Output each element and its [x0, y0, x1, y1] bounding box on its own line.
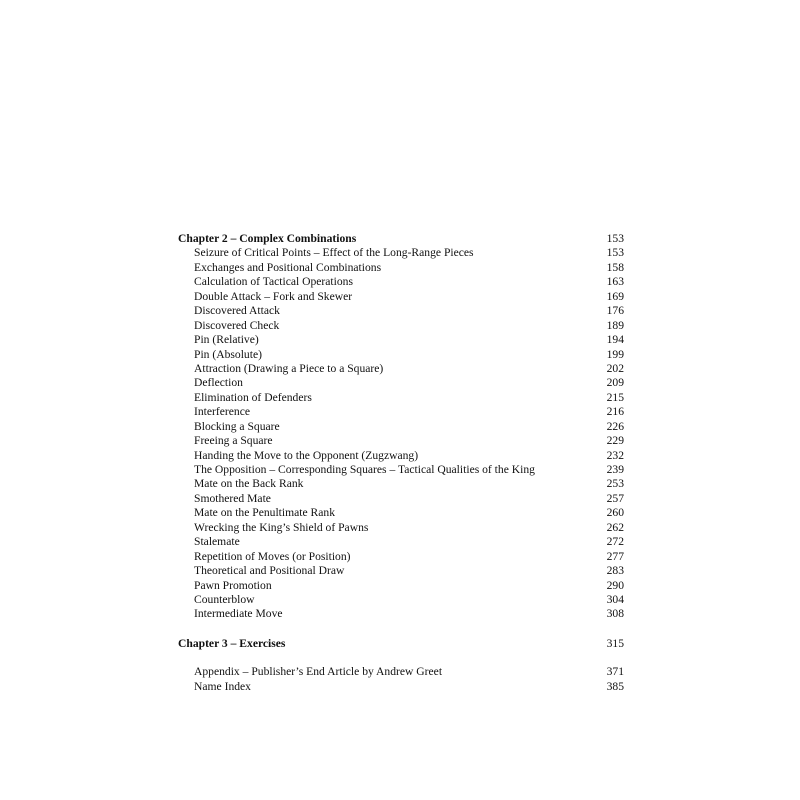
entry-page-number: 290: [606, 578, 624, 592]
entry-page-number: 272: [606, 535, 624, 549]
entry-page-number: 239: [606, 463, 624, 476]
toc-entry: [178, 564, 624, 578]
entry-page-number: 260: [606, 506, 624, 520]
toc-entry: [178, 463, 624, 477]
chapter-page-number: 315: [606, 636, 624, 650]
table-of-contents: [178, 232, 624, 694]
entry-page-number: 308: [606, 607, 624, 621]
entry-title: Blocking a Square: [194, 419, 280, 433]
toc-entry: [178, 261, 624, 275]
section-spacer: [178, 622, 624, 637]
entry-title: Mate on the Back Rank: [194, 477, 304, 491]
entry-page-number: 202: [606, 361, 624, 375]
entry-title: Stalemate: [194, 535, 240, 549]
toc-entry: [178, 391, 624, 405]
entry-title: Mate on the Penultimate Rank: [194, 506, 336, 520]
toc-entry: [178, 593, 624, 607]
toc-entry: [178, 420, 624, 434]
toc-entry: [178, 348, 624, 362]
entry-page-number: 304: [606, 592, 624, 606]
toc-entry: [178, 492, 624, 506]
entry-title: Exchanges and Positional Combinations: [194, 260, 382, 274]
entry-page-number: 169: [606, 289, 624, 303]
entry-title: Elimination of Defenders: [194, 390, 312, 404]
toc-entry: [178, 506, 624, 520]
entry-title: Discovered Attack: [194, 304, 280, 318]
entry-page-number: 176: [606, 304, 624, 318]
toc-entry: [178, 535, 624, 549]
entry-title: Attraction (Drawing a Piece to a Square): [194, 361, 384, 375]
toc-back-matter-entry: [178, 665, 624, 679]
toc-entry: [178, 477, 624, 491]
entry-title: Smothered Mate: [194, 491, 271, 505]
toc-entry: [178, 290, 624, 304]
entry-title: Freeing a Square: [194, 434, 273, 448]
entry-page-number: 194: [606, 333, 624, 347]
entry-page-number: 209: [606, 376, 624, 390]
entry-title: Pawn Promotion: [194, 578, 272, 592]
entry-page-number: 199: [606, 347, 624, 361]
toc-chapter-2-heading: [178, 232, 624, 246]
entry-page-number: 229: [606, 434, 624, 448]
entry-page-number: 232: [606, 448, 624, 462]
entry-page-number: 257: [606, 491, 624, 505]
entry-title: Appendix – Publisher’s End Article by Andrew Greet: [194, 665, 443, 679]
entry-title: The Opposition – Corresponding Squares – Tactical Qualities of the King: [194, 463, 535, 476]
section-spacer: [178, 651, 624, 665]
entry-title: Intermediate Move: [194, 607, 283, 621]
chapter-page-number: 153: [606, 232, 624, 245]
toc-entry: [178, 333, 624, 347]
entry-title: Deflection: [194, 376, 243, 390]
toc-entry: [178, 275, 624, 289]
entry-title: Name Index: [194, 679, 251, 693]
toc-entry: [178, 434, 624, 448]
entry-page-number: 158: [606, 260, 624, 274]
toc-entry: [178, 405, 624, 419]
toc-chapter-3-heading: [178, 637, 624, 651]
toc-entry: [178, 304, 624, 318]
entry-title: Wrecking the King’s Shield of Pawns: [194, 520, 369, 534]
toc-entry: [178, 579, 624, 593]
chapter-title: Chapter 2 – Complex Combinations: [178, 232, 357, 245]
entry-title: Handing the Move to the Opponent (Zugzwang): [194, 448, 419, 462]
toc-entry: [178, 449, 624, 463]
toc-entry: [178, 607, 624, 621]
entry-title: Double Attack – Fork and Skewer: [194, 289, 353, 303]
entry-title: Calculation of Tactical Operations: [194, 275, 353, 289]
entry-page-number: 226: [606, 419, 624, 433]
entry-page-number: 189: [606, 318, 624, 332]
toc-entry: [178, 521, 624, 535]
entry-title: Discovered Check: [194, 318, 280, 332]
toc-entry: [178, 246, 624, 260]
entry-page-number: 371: [606, 665, 624, 679]
entry-title: Seizure of Critical Points – Effect of the Long-Range Pieces: [194, 246, 474, 260]
entry-page-number: 153: [606, 246, 624, 260]
toc-entry: [178, 550, 624, 564]
entry-page-number: 277: [606, 549, 624, 563]
entry-title: Interference: [194, 405, 250, 419]
entry-title: Counterblow: [194, 592, 255, 606]
toc-entry: [178, 376, 624, 390]
toc-entry: [178, 362, 624, 376]
entry-page-number: 262: [606, 520, 624, 534]
chapter-title: Chapter 3 – Exercises: [178, 636, 286, 650]
entry-page-number: 385: [606, 679, 624, 693]
entry-title: Pin (Absolute): [194, 347, 262, 361]
entry-page-number: 163: [606, 275, 624, 289]
entry-page-number: 216: [606, 405, 624, 419]
toc-entry: [178, 319, 624, 333]
entry-title: Pin (Relative): [194, 333, 259, 347]
entry-page-number: 253: [606, 477, 624, 491]
entry-title: Repetition of Moves (or Position): [194, 549, 351, 563]
entry-title: Theoretical and Positional Draw: [194, 564, 345, 578]
toc-back-matter-entry: [178, 680, 624, 694]
entry-page-number: 215: [606, 390, 624, 404]
entry-page-number: 283: [606, 564, 624, 578]
